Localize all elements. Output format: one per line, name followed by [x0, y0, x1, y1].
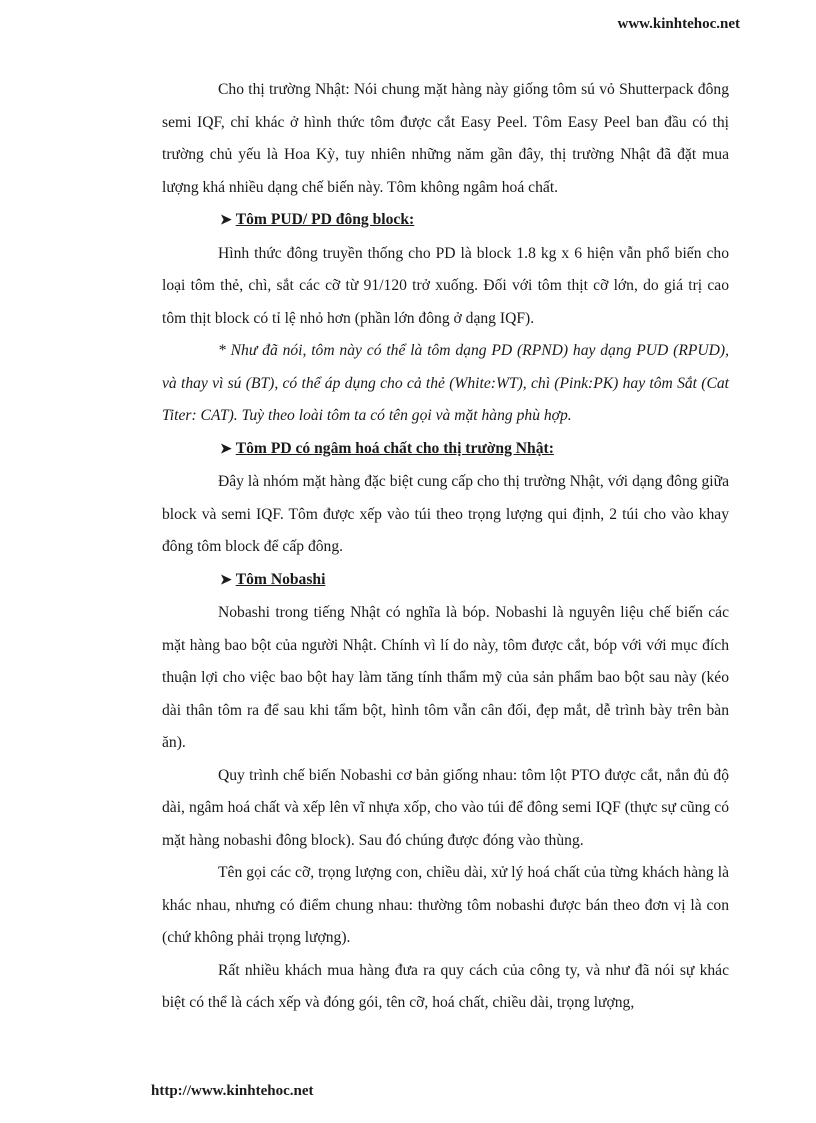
- paragraph: Rất nhiều khách mua hàng đưa ra quy cách của công ty, và như đã nói sự khác biệt có thể là cách xếp và đóng gói, tên cỡ, hoá chất, chiều dài, trọng lượng,: [162, 961, 729, 1011]
- arrow-bullet-icon: ➤: [220, 441, 232, 457]
- paragraph: Đây là nhóm mặt hàng đặc biệt cung cấp cho thị trường Nhật, với dạng đông giữa block và semi IQF. Tôm được xếp vào túi theo trọng lượng qui định, 2 túi cho vào khay đông tôm block để cấp đông.: [162, 473, 729, 555]
- section-heading: [162, 433, 729, 467]
- document-body: [162, 74, 729, 1020]
- note-paragraph: * Như đã nói, tôm này có thể là tôm dạng PD (RPND) hay dạng PUD (RPUD), và thay vì sú (BT), có thể áp dụng cho cả thẻ (White:WT), chì (Pink:PK) hay tôm Sắt (Cat Titer: CAT). Tuỳ theo loài tôm ta có tên gọi và mặt hàng phù hợp.: [162, 342, 729, 424]
- section-heading: [162, 204, 729, 238]
- paragraph: Tên gọi các cỡ, trọng lượng con, chiều dài, xử lý hoá chất của từng khách hàng là khác nhau, nhưng có điểm chung nhau: thường tôm nobashi được bán theo đơn vị là con (chứ không phải trọng lượng).: [162, 864, 729, 946]
- header-site-url[interactable]: www.kinhtehoc.net: [617, 16, 740, 32]
- footer-site-url[interactable]: http://www.kinhtehoc.net: [151, 1083, 314, 1099]
- paragraph: Nobashi trong tiếng Nhật có nghĩa là bóp. Nobashi là nguyên liệu chế biến các mặt hàng bao bột của người Nhật. Chính vì lí do này, tôm được cắt, bóp với với mục đích thuận lợi cho việc bao bột hay làm tăng tính thẩm mỹ của sản phẩm bao bột sau này (kéo dài thân tôm ra để sau khi tẩm bột, hình tôm vẫn cân đối, đẹp mắt, dễ trình bày trên bàn ăn).: [162, 604, 729, 751]
- heading-text: Tôm PUD/ PD đông block:: [235, 211, 415, 228]
- section-heading: [162, 564, 729, 598]
- arrow-bullet-icon: ➤: [220, 572, 232, 588]
- heading-text: Tôm Nobashi: [235, 570, 326, 588]
- paragraph: Cho thị trường Nhật: Nói chung mặt hàng này giống tôm sú vỏ Shutterpack đông semi IQF, chỉ khác ở hình thức tôm được cắt Easy Peel. Tôm Easy Peel ban đầu có thị trường chủ yếu là Hoa Kỳ, tuy nhiên những năm gần đây, thị trường Nhật đã đặt mua lượng khá nhiều dạng chế biến này. Tôm không ngâm hoá chất.: [162, 81, 729, 196]
- heading-text: Tôm PD có ngâm hoá chất cho thị trường Nhật:: [235, 439, 554, 457]
- paragraph: Quy trình chế biến Nobashi cơ bản giống nhau: tôm lột PTO được cắt, nắn đủ độ dài, ngâm hoá chất và xếp lên vĩ nhựa xốp, cho vào túi để đông semi IQF (thực sự cũng có mặt hàng nobashi đông block). Sau đó chúng được đóng vào thùng.: [162, 766, 729, 849]
- paragraph: Hình thức đông truyền thống cho PD là block 1.8 kg x 6 hiện vẫn phổ biến cho loại tôm thẻ, chì, sắt các cỡ từ 91/120 trở xuống. Đối với tôm thịt cỡ lớn, do giá trị cao tôm thịt block có tỉ lệ nhỏ hơn (phần lớn đông ở dạng IQF).: [162, 244, 729, 327]
- arrow-bullet-icon: ➤: [220, 213, 232, 228]
